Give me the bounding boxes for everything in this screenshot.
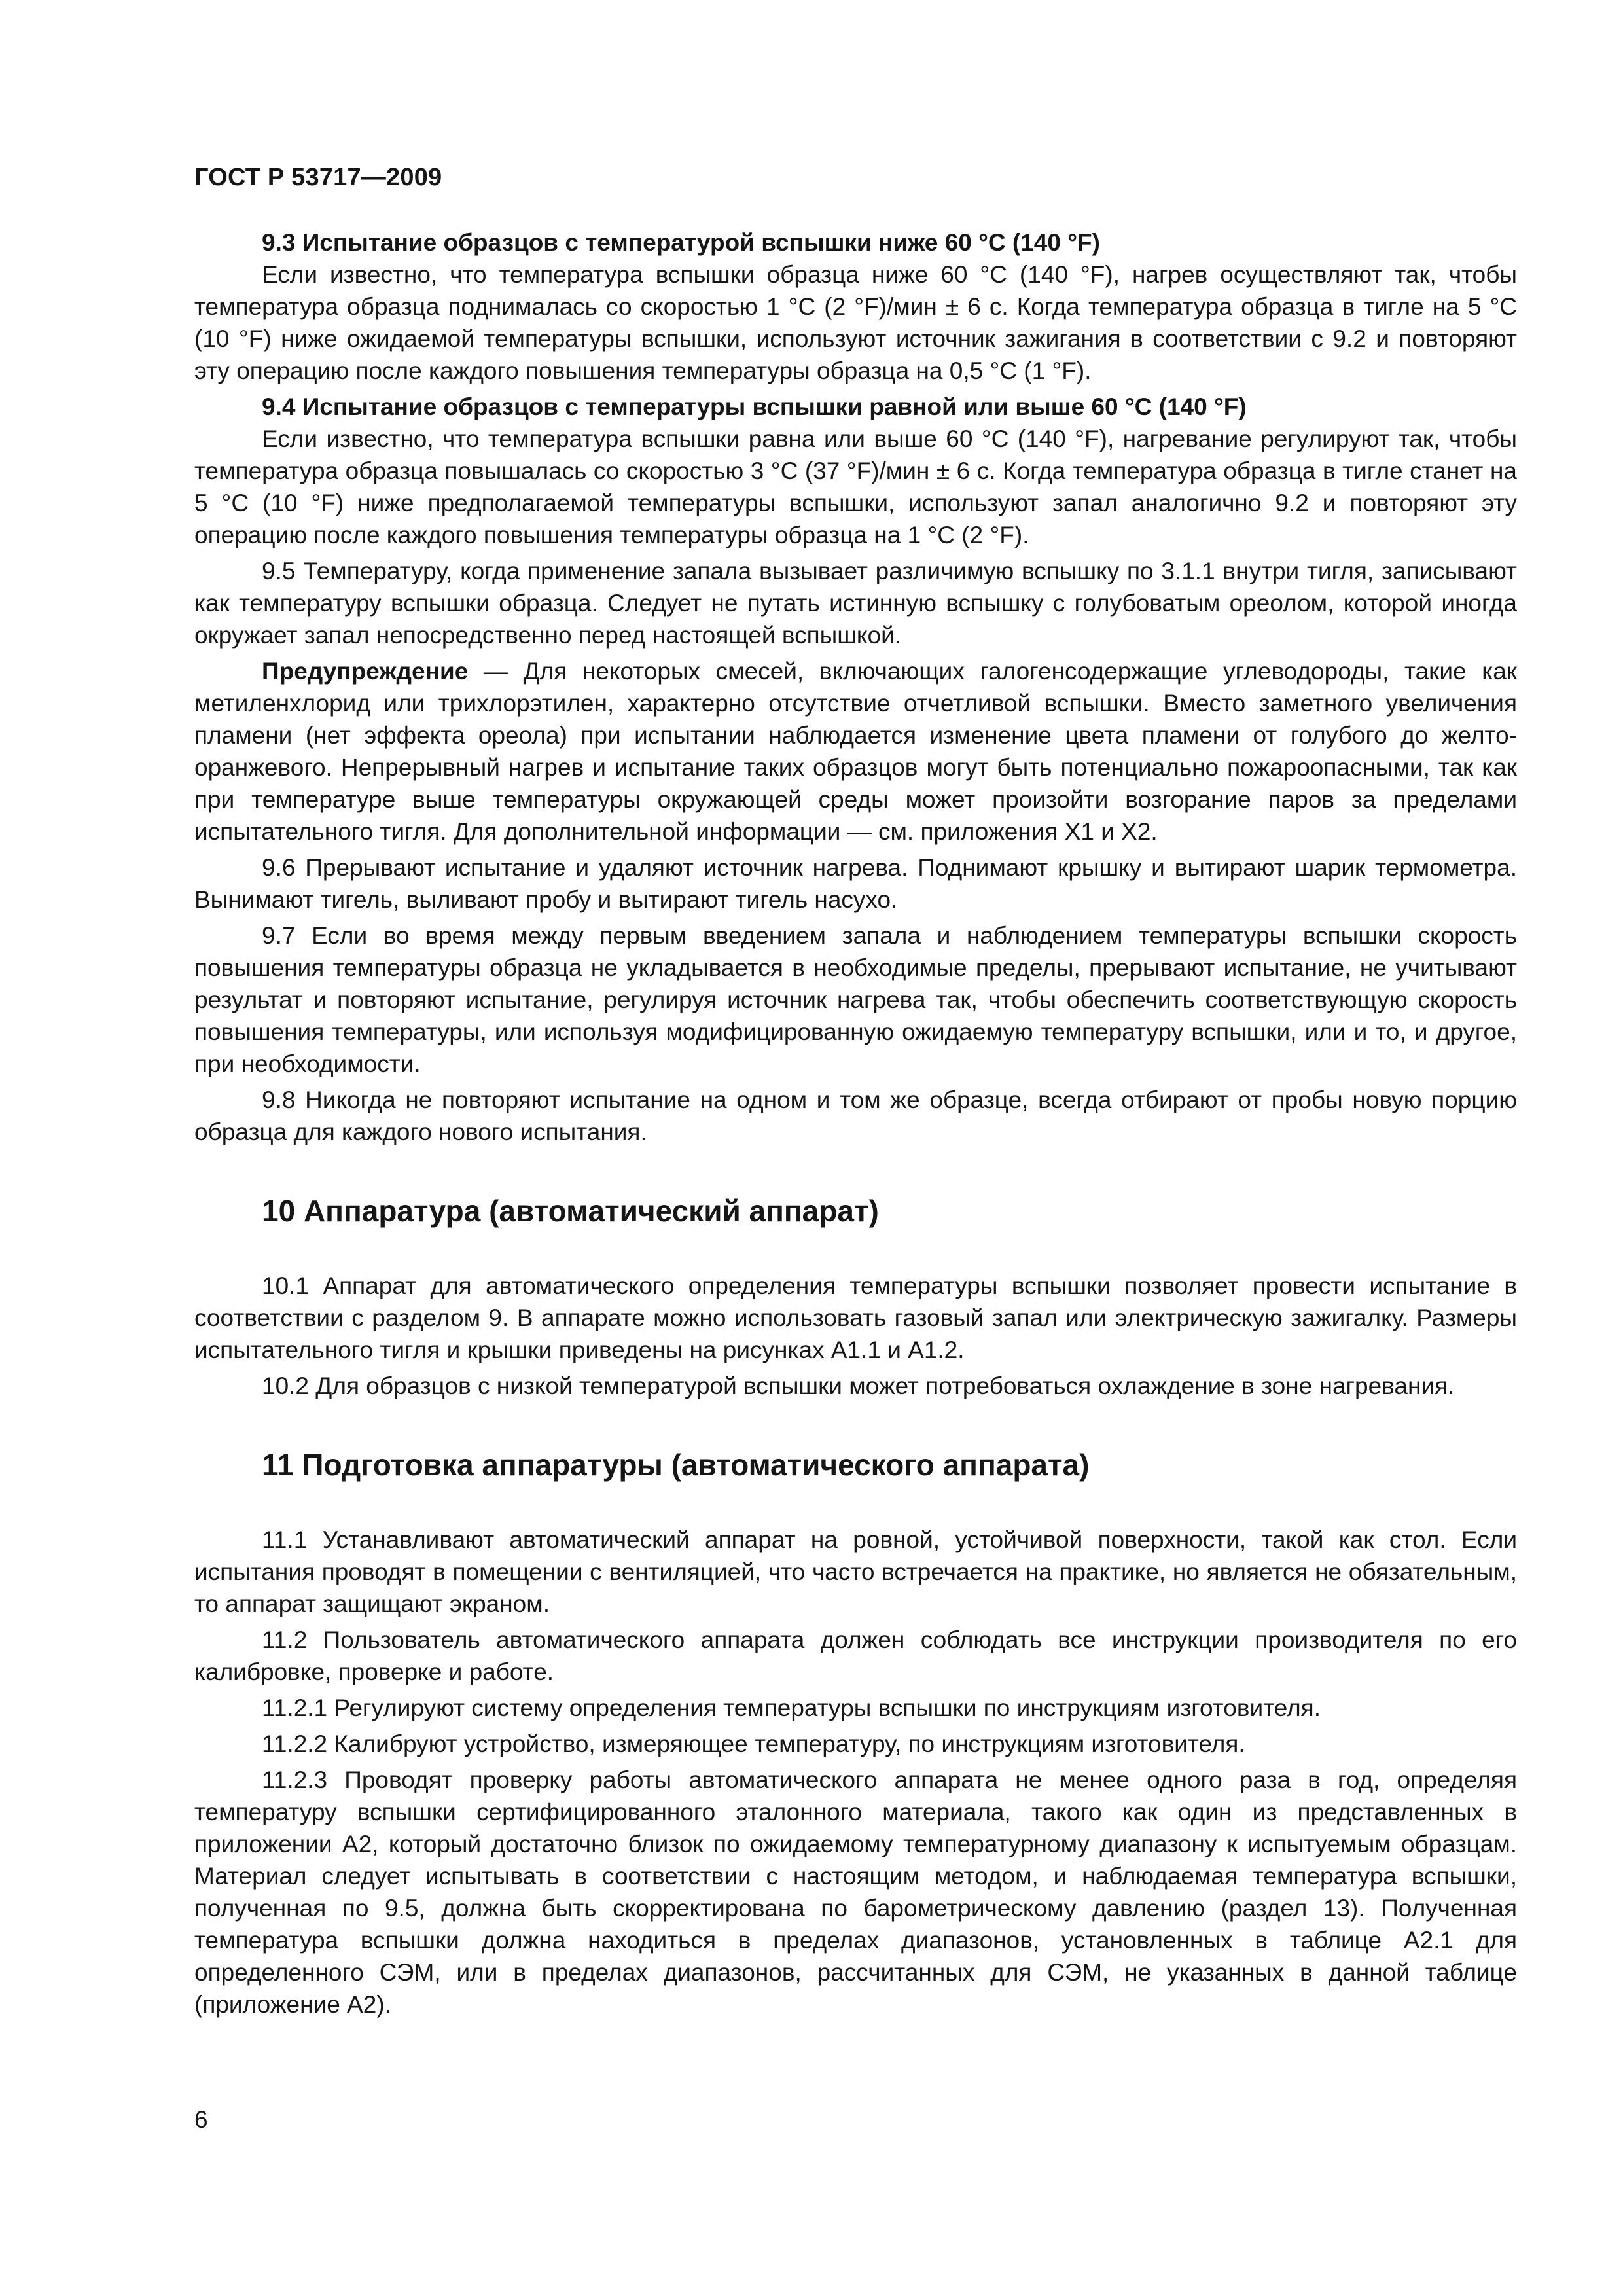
section-9-4-title: 9.4 Испытание образцов с температуры вспышки равной или выше 60 °С (140 °F)	[262, 393, 1247, 420]
warning-paragraph	[194, 655, 1517, 848]
section-9-6: 9.6 Прерывают испытание и удаляют источник нагрева. Поднимают крышку и вытирают шарик термометра. Вынимают тигель, выливают пробу и вытирают тигель насухо.	[194, 854, 1517, 913]
page-content	[194, 226, 1517, 2024]
section-11-2-3: 11.2.3 Проводят проверку работы автоматического аппарата не менее одного раза в год, определяя температуру вспышки сертифицированного эталонного материала, такого как один из представленных в приложении А2, который достаточно близок по ожидаемому температурному диапазону к испытуемым образцам. Материал следует испытывать в соответствии с настоящим методом, и наблюдаемая температура вспышки, полученная по 9.5, должна быть скорректирована по барометрическому давлению (раздел 13). Полученная температура вспышки должна находиться в пределах диапазонов, установленных в таблице А2.1 для определенного СЭМ, или в пределах диапазонов, рассчитанных для СЭМ, не указанных в данной таблице (приложение А2).	[194, 1767, 1517, 2018]
section-11-1: 11.1 Устанавливают автоматический аппарат на ровной, устойчивой поверхности, такой как стол. Если испытания проводят в помещении с вентиляцией, что часто встречается на практике, но является не обязательным, то аппарат защищают экраном.	[194, 1526, 1517, 1617]
section-10-heading: 10 Аппаратура (автоматический аппарат)	[262, 1194, 879, 1228]
section-9-5: 9.5 Температуру, когда применение запала вызывает различимую вспышку по 3.1.1 внутри тигля, записывают как температуру вспышки образца. Следует не путать истинную вспышку с голубоватым ореолом, которой иногда окружает запал непосредственно перед настоящей вспышкой.	[194, 558, 1517, 649]
section-10-1: 10.1 Аппарат для автоматического определения температуры вспышки позволяет провести испытание в соответствии с разделом 9. В аппарате можно использовать газовый запал или электрическую зажигалку. Размеры испытательного тигля и крышки приведены на рисунках А1.1 и А1.2.	[194, 1272, 1517, 1363]
section-11-2-2: 11.2.2 Калибруют устройство, измеряющее температуру, по инструкциям изготовителя.	[262, 1731, 1245, 1757]
section-10-2: 10.2 Для образцов с низкой температурой вспышки может потребоваться охлаждение в зоне нагревания.	[262, 1372, 1455, 1399]
section-9-4-body: Если известно, что температура вспышки равна или выше 60 °С (140 °F), нагревание регулируют так, чтобы температура образца повышалась со скоростью 3 °С (37 °F)/мин ± 6 с. Когда температура образца в тигле станет на 5 °С (10 °F) ниже предполагаемой температуры вспышки, используют запал аналогично 9.2 и повторяют эту операцию после каждого повышения температуры образца на 1 °С (2 °F).	[194, 425, 1517, 548]
section-11-2: 11.2 Пользователь автоматического аппарата должен соблюдать все инструкции производителя по его калибровке, проверке и работе.	[194, 1626, 1517, 1685]
section-9-8: 9.8 Никогда не повторяют испытание на одном и том же образце, всегда отбирают от пробы новую порцию образца для каждого нового испытания.	[194, 1086, 1517, 1145]
page-number: 6	[194, 2106, 208, 2133]
section-9-7: 9.7 Если во время между первым введением запала и наблюдением температуры вспышки скорость повышения температуры образца не укладывается в необходимые пределы, прерывают испытание, не учитывают результат и повторяют испытание, регулируя источник нагрева так, чтобы обеспечить соответствующую скорость повышения температуры, или используя модифицированную ожидаемую температуру вспышки, или и то, и другое, при необходимости.	[194, 922, 1517, 1077]
document-code-header: ГОСТ Р 53717—2009	[194, 164, 442, 191]
warning-text: — Для некоторых смесей, включающих галогенсодержащие углеводороды, такие как метиленхлорид или трихлорэтилен, характерно отсутствие отчетливой вспышки. Вместо заметного увеличения пламени (нет эффекта ореола) при испытании наблюдается изменение цвета пламени от голубого до желто-оранжевого. Непрерывный нагрев и испытание таких образцов могут быть потенциально пожароопасными, так как при температуре выше температуры окружающей среды может произойти возгорание паров за пределами испытательного тигля. Для дополнительной информации — см. приложения Х1 и Х2.	[194, 658, 1517, 845]
section-11-heading: 11 Подготовка аппаратуры (автоматического аппарата)	[262, 1448, 1090, 1482]
section-9-3-body: Если известно, что температура вспышки образца ниже 60 °С (140 °F), нагрев осуществляют так, чтобы температура образца поднималась со скоростью 1 °С (2 °F)/мин ± 6 с. Когда температура образца в тигле на 5 °С (10 °F) ниже ожидаемой температуры вспышки, используют источник зажигания в соответствии с 9.2 и повторяют эту операцию после каждого повышения температуры образца на 0,5 °С (1 °F).	[194, 261, 1517, 384]
section-9-3-title: 9.3 Испытание образцов с температурой вспышки ниже 60 °С (140 °F)	[262, 229, 1100, 256]
section-11-2-1: 11.2.1 Регулируют систему определения температуры вспышки по инструкциям изготовителя.	[262, 1695, 1321, 1721]
warning-lead: Предупреждение	[262, 658, 469, 685]
